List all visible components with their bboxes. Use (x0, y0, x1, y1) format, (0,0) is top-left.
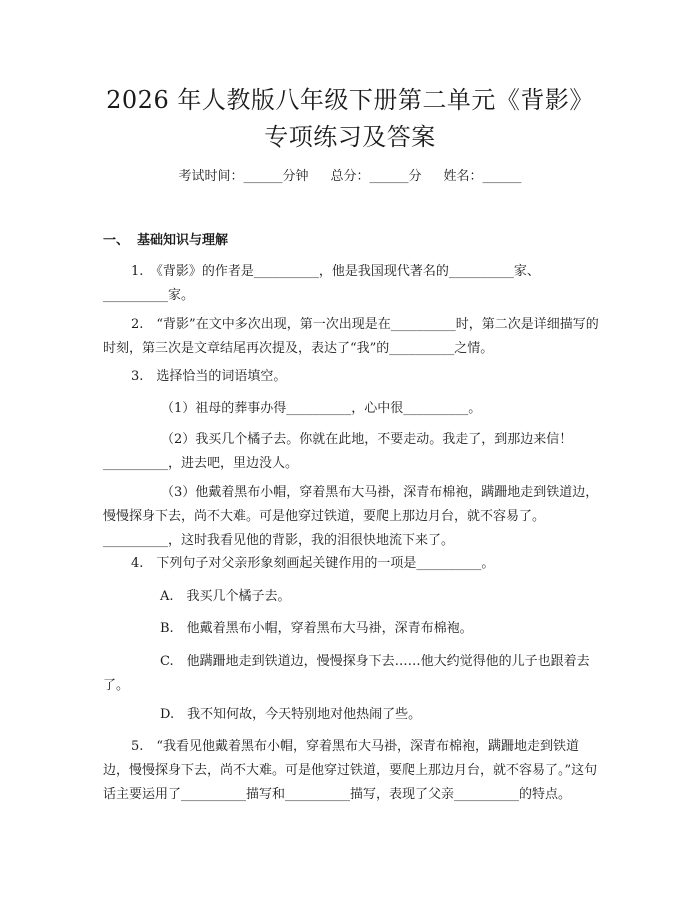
question-3-item-1: （1）祖母的葬事办得__________，心中很__________。 (161, 401, 482, 416)
section-number: 一、 (103, 233, 130, 248)
question-3-item-2: （2）我买几个橘子去。你就在此地，不要走动。我走了，到那边来信！__________，进去吧，里边没人。 (103, 432, 573, 471)
section-title: 基础知识与理解 (137, 233, 229, 248)
total-score-field: 总分：______分 (330, 169, 422, 184)
question-4-option-a: A. 我买几个橘子去。 (160, 589, 291, 604)
question-5: 5. “我看见他戴着黑布小帽，穿着黑布大马褂，深青布棉袍，蹒跚地走到铁道边，慢慢探身下去，尚不大难。可是他穿过铁道，要爬上那边月台，就不容易了。”这句话主要运用了__________描写和__________描写，表现了父亲__________的特点。 (103, 739, 598, 802)
question-4-option-d: D. 我不知何故，今天特别地对他热闹了些。 (160, 707, 422, 722)
question-1: 1. 《背影》的作者是__________，他是我国现代著名的__________家、__________家。 (103, 264, 540, 303)
exam-meta (0, 167, 700, 187)
question-2: 2. “背影”在文中多次出现，第一次出现是在__________时，第二次是详细描写的时刻，第三次是文章结尾再次提及，表达了“我”的__________之情。 (103, 317, 599, 356)
question-4-option-b: B. 他戴着黑布小帽，穿着黑布大马褂，深青布棉袍。 (160, 621, 473, 636)
student-name-field: 姓名：______ (443, 169, 522, 184)
exam-time-field: 考试时间：______分钟 (178, 169, 309, 184)
question-4: 4. 下列句子对父亲形象刻画起关键作用的一项是__________。 (131, 556, 495, 571)
page-title-line-2: 专项练习及答案 (264, 123, 436, 151)
page-title-line-1: 2026 年人教版八年级下册第二单元《背影》 (106, 86, 594, 114)
section-heading (103, 231, 228, 251)
question-4-option-c: C. 他蹒跚地走到铁道边，慢慢探身下去……他大约觉得他的儿子也跟着去了。 (103, 654, 590, 693)
question-3-item-3: （3）他戴着黑布小帽，穿着黑布大马褂，深青布棉袍，蹒跚地走到铁道边，慢慢探身下去，尚不大难。可是他穿过铁道，要爬上那边月台，就不容易了。__________，这时我看见他的背影，我的泪很快地流下来了。 (103, 485, 599, 548)
question-3: 3. 选择恰当的词语填空。 (131, 369, 287, 384)
